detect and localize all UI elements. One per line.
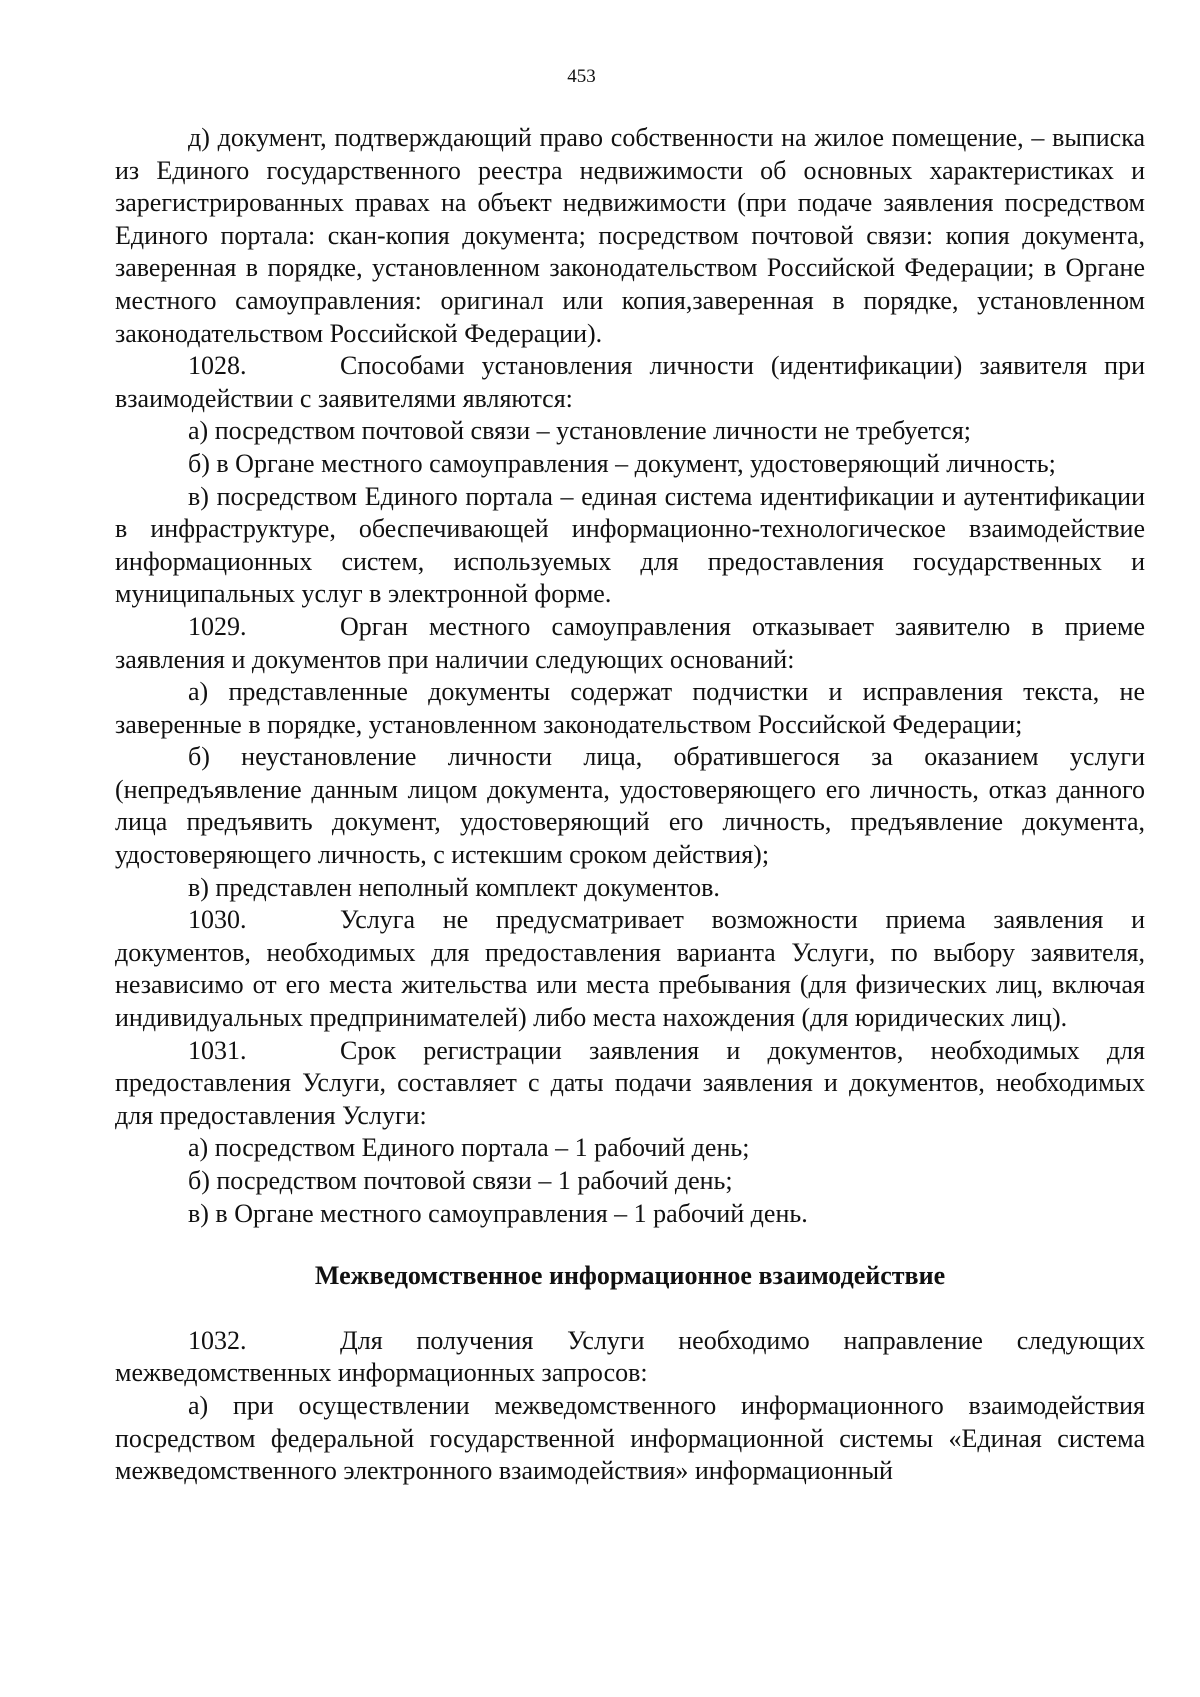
clause-text: Орган местного самоуправления отказывает заявителю в приеме заявления и документов при наличии следующих оснований: <box>115 611 1145 674</box>
clause-text: Срок регистрации заявления и документов, необходимых для предоставления Услуги, составляет с даты подачи заявления и документов, необходимых для предоставления Услуги: <box>115 1035 1145 1130</box>
clause-text: Способами установления личности (идентификации) заявителя при взаимодействии с заявителями являются: <box>115 351 1145 413</box>
clause-1031 <box>115 1035 1145 1133</box>
clause-1029-item-a: а) представленные документы содержат подчистки и исправления текста, не заверенные в порядке, установленном законодательством Российской Федерации; <box>115 677 1145 739</box>
clause-1030 <box>115 904 1145 1034</box>
clause-1029 <box>115 611 1145 676</box>
clause-number: 1028. <box>188 351 247 381</box>
clause-text: Для получения Услуги необходимо направление следующих межведомственных информационных запросов: <box>115 1325 1145 1388</box>
page-number: 453 <box>567 66 596 87</box>
clause-1031-item-v: в) в Органе местного самоуправления – 1 рабочий день. <box>188 1198 808 1228</box>
document-body <box>115 122 1145 1488</box>
clause-1031-item-a: а) посредством Единого портала – 1 рабочий день; <box>188 1133 750 1163</box>
clause-number: 1032. <box>188 1325 247 1355</box>
paragraph-d: д) документ, подтверждающий право собственности на жилое помещение, – выписка из Единого государственного реестра недвижимости об основных характеристиках и зарегистрированных правах на объект недвижимости (при подаче заявления посредством Единого портала: скан-копия документа; посредством почтовой связи: копия документа, заверенная в порядке, установленном законодательством Российской Федерации; в Органе местного самоуправления: оригинал или копия,заверенная в порядке, установленном законодательством Российской Федерации). <box>115 123 1145 348</box>
clause-1032-item-a: а) при осуществлении межведомственного информационного взаимодействия посредством федеральной государственной информационной системы «Единая система межведомственного электронного взаимодействия» информационный <box>115 1390 1145 1486</box>
clause-1028-item-a: а) посредством почтовой связи – установление личности не требуется; <box>188 416 971 446</box>
clause-number: 1029. <box>188 611 247 641</box>
clause-1029-item-v: в) представлен неполный комплект документов. <box>188 872 720 902</box>
clause-1029-item-b: б) неустановление личности лица, обратившегося за оказанием услуги (непредъявление данным лицом документа, удостоверяющего его личность, отказ данного лица предъявить документ, удостоверяющий его личность, предъявление документа, удостоверяющего личность, с истекшим сроком действия); <box>115 742 1145 870</box>
section-heading: Межведомственное информационное взаимодействие <box>314 1261 946 1291</box>
clause-1032 <box>115 1325 1145 1390</box>
clause-1028-item-b: б) в Органе местного самоуправления – документ, удостоверяющий личность; <box>188 448 1056 478</box>
clause-text: Услуга не предусматривает возможности приема заявления и документов, необходимых для предоставления варианта Услуги, по выбору заявителя, независимо от его места жительства или места пребывания (для физических лиц, включая индивидуальных предпринимателей) либо места нахождения (для юридических лиц). <box>115 905 1145 1033</box>
clause-1028-item-v: в) посредством Единого портала – единая система идентификации и аутентификации в инфраструктуре, обеспечивающей информационно-технологическое взаимодействие информационных систем, используемых для предоставления государственных и муниципальных услуг в электронной форме. <box>115 481 1145 609</box>
clause-1031-item-b: б) посредством почтовой связи – 1 рабочий день; <box>188 1166 733 1195</box>
clause-number: 1030. <box>188 905 247 935</box>
clause-1028 <box>115 350 1145 415</box>
clause-number: 1031. <box>188 1035 247 1065</box>
